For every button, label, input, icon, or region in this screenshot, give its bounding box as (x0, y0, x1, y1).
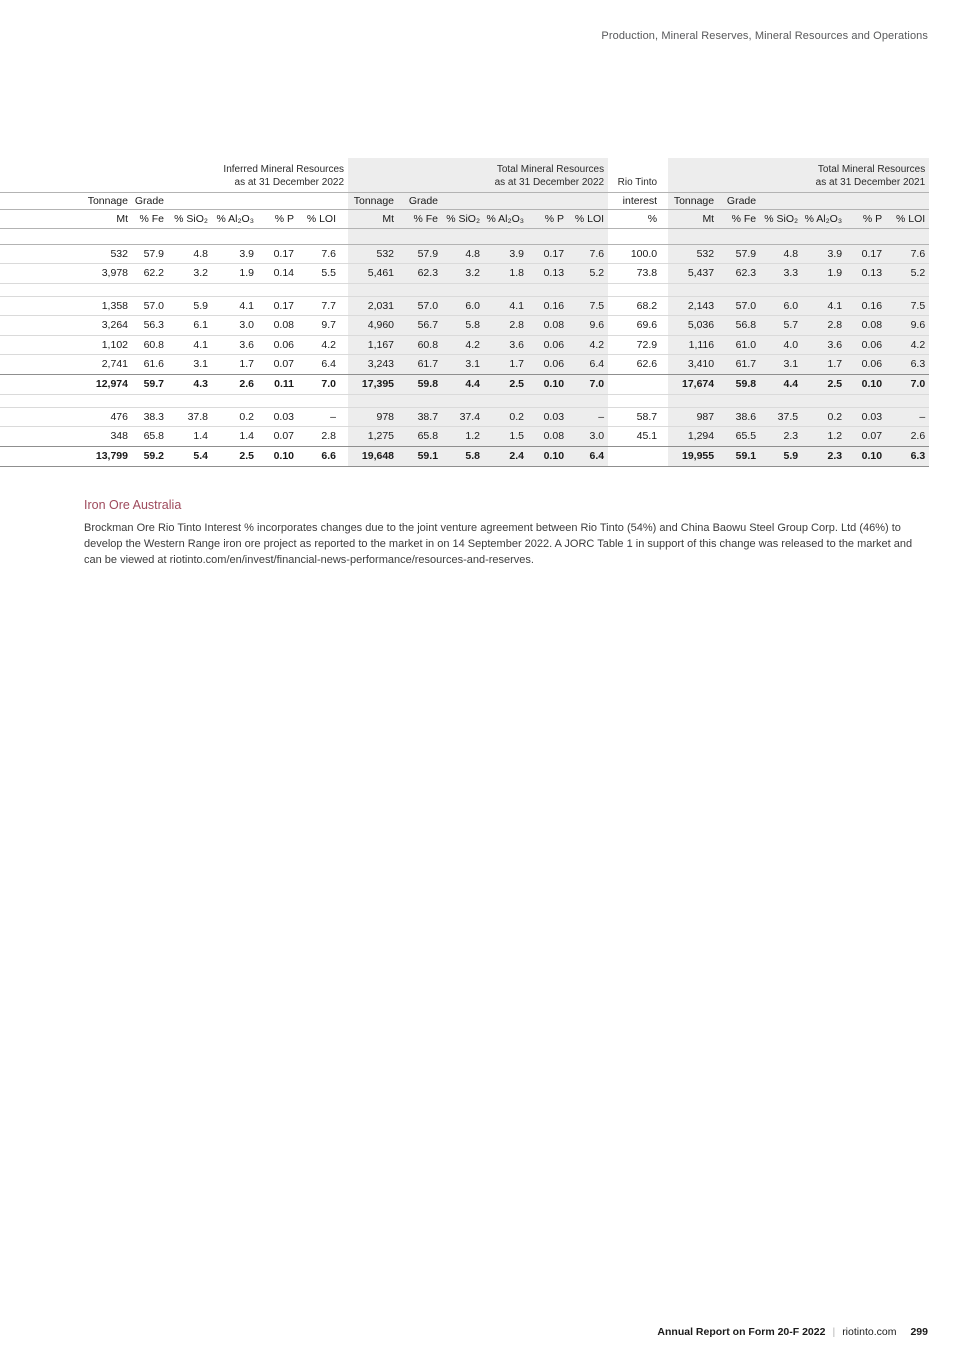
cell-total-2021: 0.03 (846, 407, 886, 427)
cell-total-2021: 0.17 (846, 244, 886, 264)
spacer-row (0, 394, 929, 407)
cell-inferred: 532 (110, 247, 128, 260)
cell-inferred: 38.3 (143, 410, 164, 423)
cell-total-2021: 0.07 (846, 427, 886, 447)
unit-label: % Fe (139, 212, 164, 225)
cell-inferred: – (330, 410, 336, 423)
cell-total-2022: 5.8 (442, 446, 484, 466)
gap-cell (340, 446, 348, 466)
cell-inferred: 0.17 (273, 299, 294, 312)
cell-total-2021: 3.1 (760, 355, 802, 375)
cell-total-2022: 1.5 (484, 427, 528, 447)
cell-inferred: 0.2 (239, 410, 254, 423)
table-row (0, 407, 929, 427)
table-row (0, 374, 929, 394)
unit-label: Mt (668, 209, 718, 228)
cell-total-2021: 6.0 (760, 296, 802, 316)
cell-inferred: 3.2 (193, 267, 208, 280)
cell-total-2022: 4.4 (442, 374, 484, 394)
cell-inferred: 348 (110, 430, 128, 443)
unit-label: % P (846, 209, 886, 228)
subheader-grade: Grade (718, 192, 760, 209)
table-cell (668, 228, 929, 244)
unit-label: Mt (116, 212, 128, 225)
cell-total-2022: 2.8 (484, 316, 528, 336)
cell-total-2022: 3.0 (568, 427, 608, 447)
unit-label: % SiO₂ (442, 209, 484, 228)
table-row (0, 264, 929, 284)
cell-inferred: 6.1 (193, 319, 208, 332)
cell-total-2022: 1,167 (348, 335, 398, 355)
cell-inferred: 57.9 (143, 247, 164, 260)
cell-total-2021: 5,036 (668, 316, 718, 336)
table-row (0, 446, 929, 466)
cell-total-2021: 0.06 (846, 335, 886, 355)
cell-total-2021: 61.0 (718, 335, 760, 355)
table-cell (608, 394, 668, 407)
cell-inferred: 2,741 (101, 358, 128, 371)
mineral-resources-table (0, 158, 929, 467)
cell-inferred: 5.5 (321, 267, 336, 280)
cell-inferred: 9.7 (321, 319, 336, 332)
cell-total-2022: 56.7 (398, 316, 442, 336)
table-cell (760, 192, 929, 209)
table-cell (668, 394, 929, 407)
cell-total-2021: 5,437 (668, 264, 718, 284)
cell-total-2022: 0.10 (528, 374, 568, 394)
cell-inferred: 3.9 (239, 247, 254, 260)
cell-rio-tinto-interest (608, 446, 668, 466)
cell-total-2022: 59.8 (398, 374, 442, 394)
cell-total-2021: 17,674 (668, 374, 718, 394)
page-footer (657, 1326, 928, 1338)
gap-cell (340, 407, 348, 427)
cell-inferred: 61.6 (143, 358, 164, 371)
cell-total-2022: 38.7 (398, 407, 442, 427)
cell-total-2021: 1.7 (802, 355, 846, 375)
cell-total-2021: 59.8 (718, 374, 760, 394)
cell-total-2022: 62.3 (398, 264, 442, 284)
cell-total-2021: 3,410 (668, 355, 718, 375)
table-cell (340, 192, 348, 209)
cell-total-2022: 2.5 (484, 374, 528, 394)
cell-inferred: 4.3 (193, 378, 208, 390)
units-row (0, 209, 929, 228)
cell-total-2021: 9.6 (886, 316, 929, 336)
cell-inferred: 6.6 (321, 450, 336, 462)
cell-inferred: 2.8 (321, 430, 336, 443)
cell-rio-tinto-interest: 69.6 (636, 319, 658, 332)
gap-cell (340, 244, 348, 264)
table-cell (0, 394, 348, 407)
gap-cell (340, 355, 348, 375)
cell-inferred: 56.3 (143, 319, 164, 332)
cell-total-2021: 1.2 (802, 427, 846, 447)
unit-label: % SiO₂ (760, 209, 802, 228)
unit-label: % Al₂O₃ (484, 209, 528, 228)
cell-total-2022: 1,275 (348, 427, 398, 447)
gap-cell (340, 374, 348, 394)
cell-total-2022: 4.2 (442, 335, 484, 355)
table-cell (0, 283, 348, 296)
cell-total-2021: 2.6 (886, 427, 929, 447)
cell-total-2021: 2.3 (802, 446, 846, 466)
group-title-total-2022: Total Mineral Resources as at 31 December 2022 (348, 158, 608, 192)
cell-rio-tinto-interest: 100.0 (630, 247, 658, 260)
cell-total-2021: 37.5 (760, 407, 802, 427)
cell-inferred: 60.8 (143, 338, 164, 351)
cell-inferred: 0.03 (273, 410, 294, 423)
cell-inferred: 2.6 (239, 378, 254, 390)
cell-total-2021: 532 (668, 244, 718, 264)
cell-total-2022: 61.7 (398, 355, 442, 375)
cell-total-2022: 0.06 (528, 335, 568, 355)
cell-rio-tinto-interest: 73.8 (636, 267, 658, 280)
cell-inferred: 4.1 (193, 338, 208, 351)
mineral-resources-table-wrap (0, 158, 929, 467)
cell-inferred: 59.7 (143, 378, 164, 390)
cell-total-2022: 1.8 (484, 264, 528, 284)
table-cell (668, 283, 929, 296)
cell-inferred: 3,264 (101, 319, 128, 332)
footer-divider: | (832, 1326, 836, 1338)
cell-inferred: 1.9 (239, 267, 254, 280)
running-header: Production, Mineral Reserves, Mineral Resources and Operations (601, 30, 928, 42)
cell-total-2022: 5.8 (442, 316, 484, 336)
cell-total-2021: 1.9 (802, 264, 846, 284)
cell-inferred: 12,974 (95, 378, 128, 390)
cell-inferred: 3.1 (193, 358, 208, 371)
cell-inferred: 4.8 (193, 247, 208, 260)
cell-total-2022: 3.6 (484, 335, 528, 355)
group-title-inferred-2022: Inferred Mineral Resources as at 31 December 2022 (223, 163, 345, 188)
cell-total-2021: 3.6 (802, 335, 846, 355)
cell-rio-tinto-interest: 58.7 (636, 410, 658, 423)
subheader-row (0, 192, 929, 209)
cell-total-2021: 3.9 (802, 244, 846, 264)
cell-total-2021: 19,955 (668, 446, 718, 466)
cell-total-2022: 9.6 (568, 316, 608, 336)
cell-total-2022: 0.10 (528, 446, 568, 466)
gap-cell (340, 427, 348, 447)
cell-inferred: 1.4 (239, 430, 254, 443)
cell-inferred: 13,799 (95, 450, 128, 462)
cell-total-2021: 3.3 (760, 264, 802, 284)
cell-total-2022: 1.2 (442, 427, 484, 447)
cell-rio-tinto-interest (608, 374, 668, 394)
cell-total-2021: 7.0 (886, 374, 929, 394)
cell-total-2022: 5.2 (568, 264, 608, 284)
table-cell (348, 394, 608, 407)
table-row (0, 244, 929, 264)
cell-total-2021: 6.3 (886, 355, 929, 375)
cell-total-2021: 4.2 (886, 335, 929, 355)
cell-inferred: 0.07 (273, 358, 294, 371)
unit-label: % Fe (398, 209, 442, 228)
cell-total-2021: 2.3 (760, 427, 802, 447)
table-cell (348, 283, 608, 296)
cell-inferred: 4.1 (239, 299, 254, 312)
cell-total-2022: 2,031 (348, 296, 398, 316)
cell-total-2022: 65.8 (398, 427, 442, 447)
cell-inferred: 7.6 (321, 247, 336, 260)
cell-total-2021: 987 (668, 407, 718, 427)
cell-total-2021: 38.6 (718, 407, 760, 427)
cell-total-2022: 0.16 (528, 296, 568, 316)
unit-label: % Al₂O₃ (802, 209, 846, 228)
cell-total-2021: 5.2 (886, 264, 929, 284)
note-body: Brockman Ore Rio Tinto Interest % incorporates changes due to the joint venture agreement between Rio Tinto (54%) and China Baowu Steel Group Corp. Ltd (46%) to develop the Western Range iron ore project as reported to the market in on 14 September 2022. A JORC Table 1 in support of this change was released to the market and can be viewed at riotinto.com/en/invest/financial-news-performance/resources-and-reserves. (84, 522, 913, 566)
note-heading: Iron Ore Australia (84, 498, 182, 512)
cell-inferred: 1.4 (193, 430, 208, 443)
cell-inferred: 1,358 (101, 299, 128, 312)
cell-total-2021: 0.10 (846, 446, 886, 466)
table-cell (340, 209, 348, 228)
cell-inferred: 1.7 (239, 358, 254, 371)
cell-inferred: 62.2 (143, 267, 164, 280)
cell-total-2021: 59.1 (718, 446, 760, 466)
subheader-tonnage: Tonnage (87, 194, 128, 207)
cell-total-2022: 4,960 (348, 316, 398, 336)
cell-total-2022: 0.03 (528, 407, 568, 427)
cell-total-2021: 65.5 (718, 427, 760, 447)
unit-label: % Fe (718, 209, 760, 228)
cell-total-2021: 62.3 (718, 264, 760, 284)
footer-page-number: 299 (910, 1326, 928, 1338)
cell-inferred: 0.06 (273, 338, 294, 351)
cell-rio-tinto-interest: 68.2 (636, 299, 658, 312)
cell-total-2022: 6.4 (568, 446, 608, 466)
gap-cell (340, 316, 348, 336)
subheader-tonnage: Tonnage (668, 192, 718, 209)
table-cell (168, 192, 340, 209)
cell-total-2021: 5.9 (760, 446, 802, 466)
cell-total-2022: 0.06 (528, 355, 568, 375)
cell-inferred: 6.4 (321, 358, 336, 371)
cell-total-2022: 4.8 (442, 244, 484, 264)
iron-ore-australia-note (84, 498, 914, 569)
table-row (0, 427, 929, 447)
cell-inferred: 57.0 (143, 299, 164, 312)
cell-total-2022: – (568, 407, 608, 427)
cell-total-2022: 7.0 (568, 374, 608, 394)
cell-total-2021: 1,116 (668, 335, 718, 355)
cell-inferred: 0.17 (273, 247, 294, 260)
unit-label: % LOI (886, 209, 929, 228)
cell-total-2021: 61.7 (718, 355, 760, 375)
cell-total-2022: 532 (348, 244, 398, 264)
cell-total-2022: 4.2 (568, 335, 608, 355)
subheader-grade: Grade (134, 194, 164, 207)
interest-title-line1: Rio Tinto (617, 176, 658, 188)
cell-inferred: 0.08 (273, 319, 294, 332)
cell-inferred: 5.9 (193, 299, 208, 312)
cell-total-2022: 0.08 (528, 316, 568, 336)
cell-inferred: 5.4 (193, 450, 208, 462)
cell-total-2021: 4.8 (760, 244, 802, 264)
table-row (0, 296, 929, 316)
cell-total-2021: 4.0 (760, 335, 802, 355)
cell-total-2022: 0.13 (528, 264, 568, 284)
cell-total-2022: 978 (348, 407, 398, 427)
spacer-row (0, 283, 929, 296)
cell-total-2021: 57.0 (718, 296, 760, 316)
table-row (0, 355, 929, 375)
subheader-grade: Grade (398, 192, 442, 209)
interest-title-line2: interest (622, 194, 658, 207)
cell-total-2021: 0.13 (846, 264, 886, 284)
cell-total-2021: 1,294 (668, 427, 718, 447)
header-spacer-row (0, 228, 929, 244)
gap-cell (340, 335, 348, 355)
cell-total-2022: 1.7 (484, 355, 528, 375)
cell-total-2021: 4.1 (802, 296, 846, 316)
cell-total-2021: – (886, 407, 929, 427)
cell-total-2021: 0.08 (846, 316, 886, 336)
table-cell (442, 192, 608, 209)
footer-site: riotinto.com (842, 1326, 897, 1338)
cell-total-2022: 5,461 (348, 264, 398, 284)
cell-total-2021: 4.4 (760, 374, 802, 394)
unit-label: % SiO₂ (174, 212, 208, 225)
cell-total-2022: 6.0 (442, 296, 484, 316)
cell-total-2021: 2,143 (668, 296, 718, 316)
cell-total-2021: 7.6 (886, 244, 929, 264)
cell-total-2021: 0.06 (846, 355, 886, 375)
gap-cell (340, 264, 348, 284)
cell-total-2022: 3.1 (442, 355, 484, 375)
cell-total-2022: 37.4 (442, 407, 484, 427)
cell-inferred: 2.5 (239, 450, 254, 462)
cell-inferred: 3,978 (101, 267, 128, 280)
cell-total-2021: 7.5 (886, 296, 929, 316)
cell-inferred: 476 (110, 410, 128, 423)
cell-inferred: 0.10 (273, 450, 294, 462)
cell-inferred: 3.0 (239, 319, 254, 332)
footer-report-title: Annual Report on Form 20-F 2022 (657, 1326, 826, 1338)
table-cell (608, 228, 668, 244)
table-cell (0, 228, 348, 244)
cell-total-2022: 3.9 (484, 244, 528, 264)
cell-total-2021: 0.10 (846, 374, 886, 394)
cell-inferred: 0.11 (274, 378, 294, 390)
cell-inferred: 37.8 (187, 410, 208, 423)
cell-total-2022: 7.5 (568, 296, 608, 316)
cell-total-2021: 2.8 (802, 316, 846, 336)
cell-inferred: 59.2 (143, 450, 164, 462)
cell-rio-tinto-interest: 45.1 (636, 430, 658, 443)
interest-unit-label: % (647, 212, 658, 225)
cell-inferred: 7.7 (321, 299, 336, 312)
cell-total-2021: 56.8 (718, 316, 760, 336)
unit-label: % P (274, 212, 294, 225)
cell-inferred: 4.2 (321, 338, 336, 351)
table-cell (348, 228, 608, 244)
table-row (0, 335, 929, 355)
cell-total-2022: 6.4 (568, 355, 608, 375)
cell-total-2021: 5.7 (760, 316, 802, 336)
cell-total-2022: 4.1 (484, 296, 528, 316)
cell-total-2022: 2.4 (484, 446, 528, 466)
cell-total-2022: 19,648 (348, 446, 398, 466)
cell-total-2021: 0.16 (846, 296, 886, 316)
cell-total-2022: 59.1 (398, 446, 442, 466)
cell-inferred: 65.8 (143, 430, 164, 443)
cell-total-2022: 7.6 (568, 244, 608, 264)
cell-total-2022: 3.2 (442, 264, 484, 284)
cell-rio-tinto-interest: 62.6 (636, 358, 658, 371)
table-row (0, 316, 929, 336)
cell-inferred: 7.0 (321, 378, 336, 390)
cell-total-2022: 60.8 (398, 335, 442, 355)
cell-rio-tinto-interest: 72.9 (636, 338, 658, 351)
group-title-total-2021: Total Mineral Resources as at 31 December 2021 (668, 158, 929, 192)
cell-inferred: 0.14 (273, 267, 294, 280)
cell-total-2021: 6.3 (886, 446, 929, 466)
cell-total-2021: 0.2 (802, 407, 846, 427)
unit-label: Mt (348, 209, 398, 228)
cell-total-2022: 17,395 (348, 374, 398, 394)
cell-total-2022: 57.0 (398, 296, 442, 316)
group-title-row (0, 158, 929, 192)
unit-label: % P (528, 209, 568, 228)
cell-total-2022: 57.9 (398, 244, 442, 264)
subheader-tonnage: Tonnage (348, 192, 398, 209)
gap-cell (340, 296, 348, 316)
cell-total-2021: 2.5 (802, 374, 846, 394)
cell-inferred: 0.07 (273, 430, 294, 443)
cell-inferred: 1,102 (101, 338, 128, 351)
unit-label: % LOI (306, 212, 336, 225)
cell-total-2022: 3,243 (348, 355, 398, 375)
unit-label: % LOI (568, 209, 608, 228)
cell-total-2022: 0.17 (528, 244, 568, 264)
cell-total-2021: 57.9 (718, 244, 760, 264)
table-cell (608, 283, 668, 296)
cell-total-2022: 0.2 (484, 407, 528, 427)
cell-inferred: 3.6 (239, 338, 254, 351)
unit-label: % Al₂O₃ (216, 212, 254, 225)
cell-total-2022: 0.08 (528, 427, 568, 447)
